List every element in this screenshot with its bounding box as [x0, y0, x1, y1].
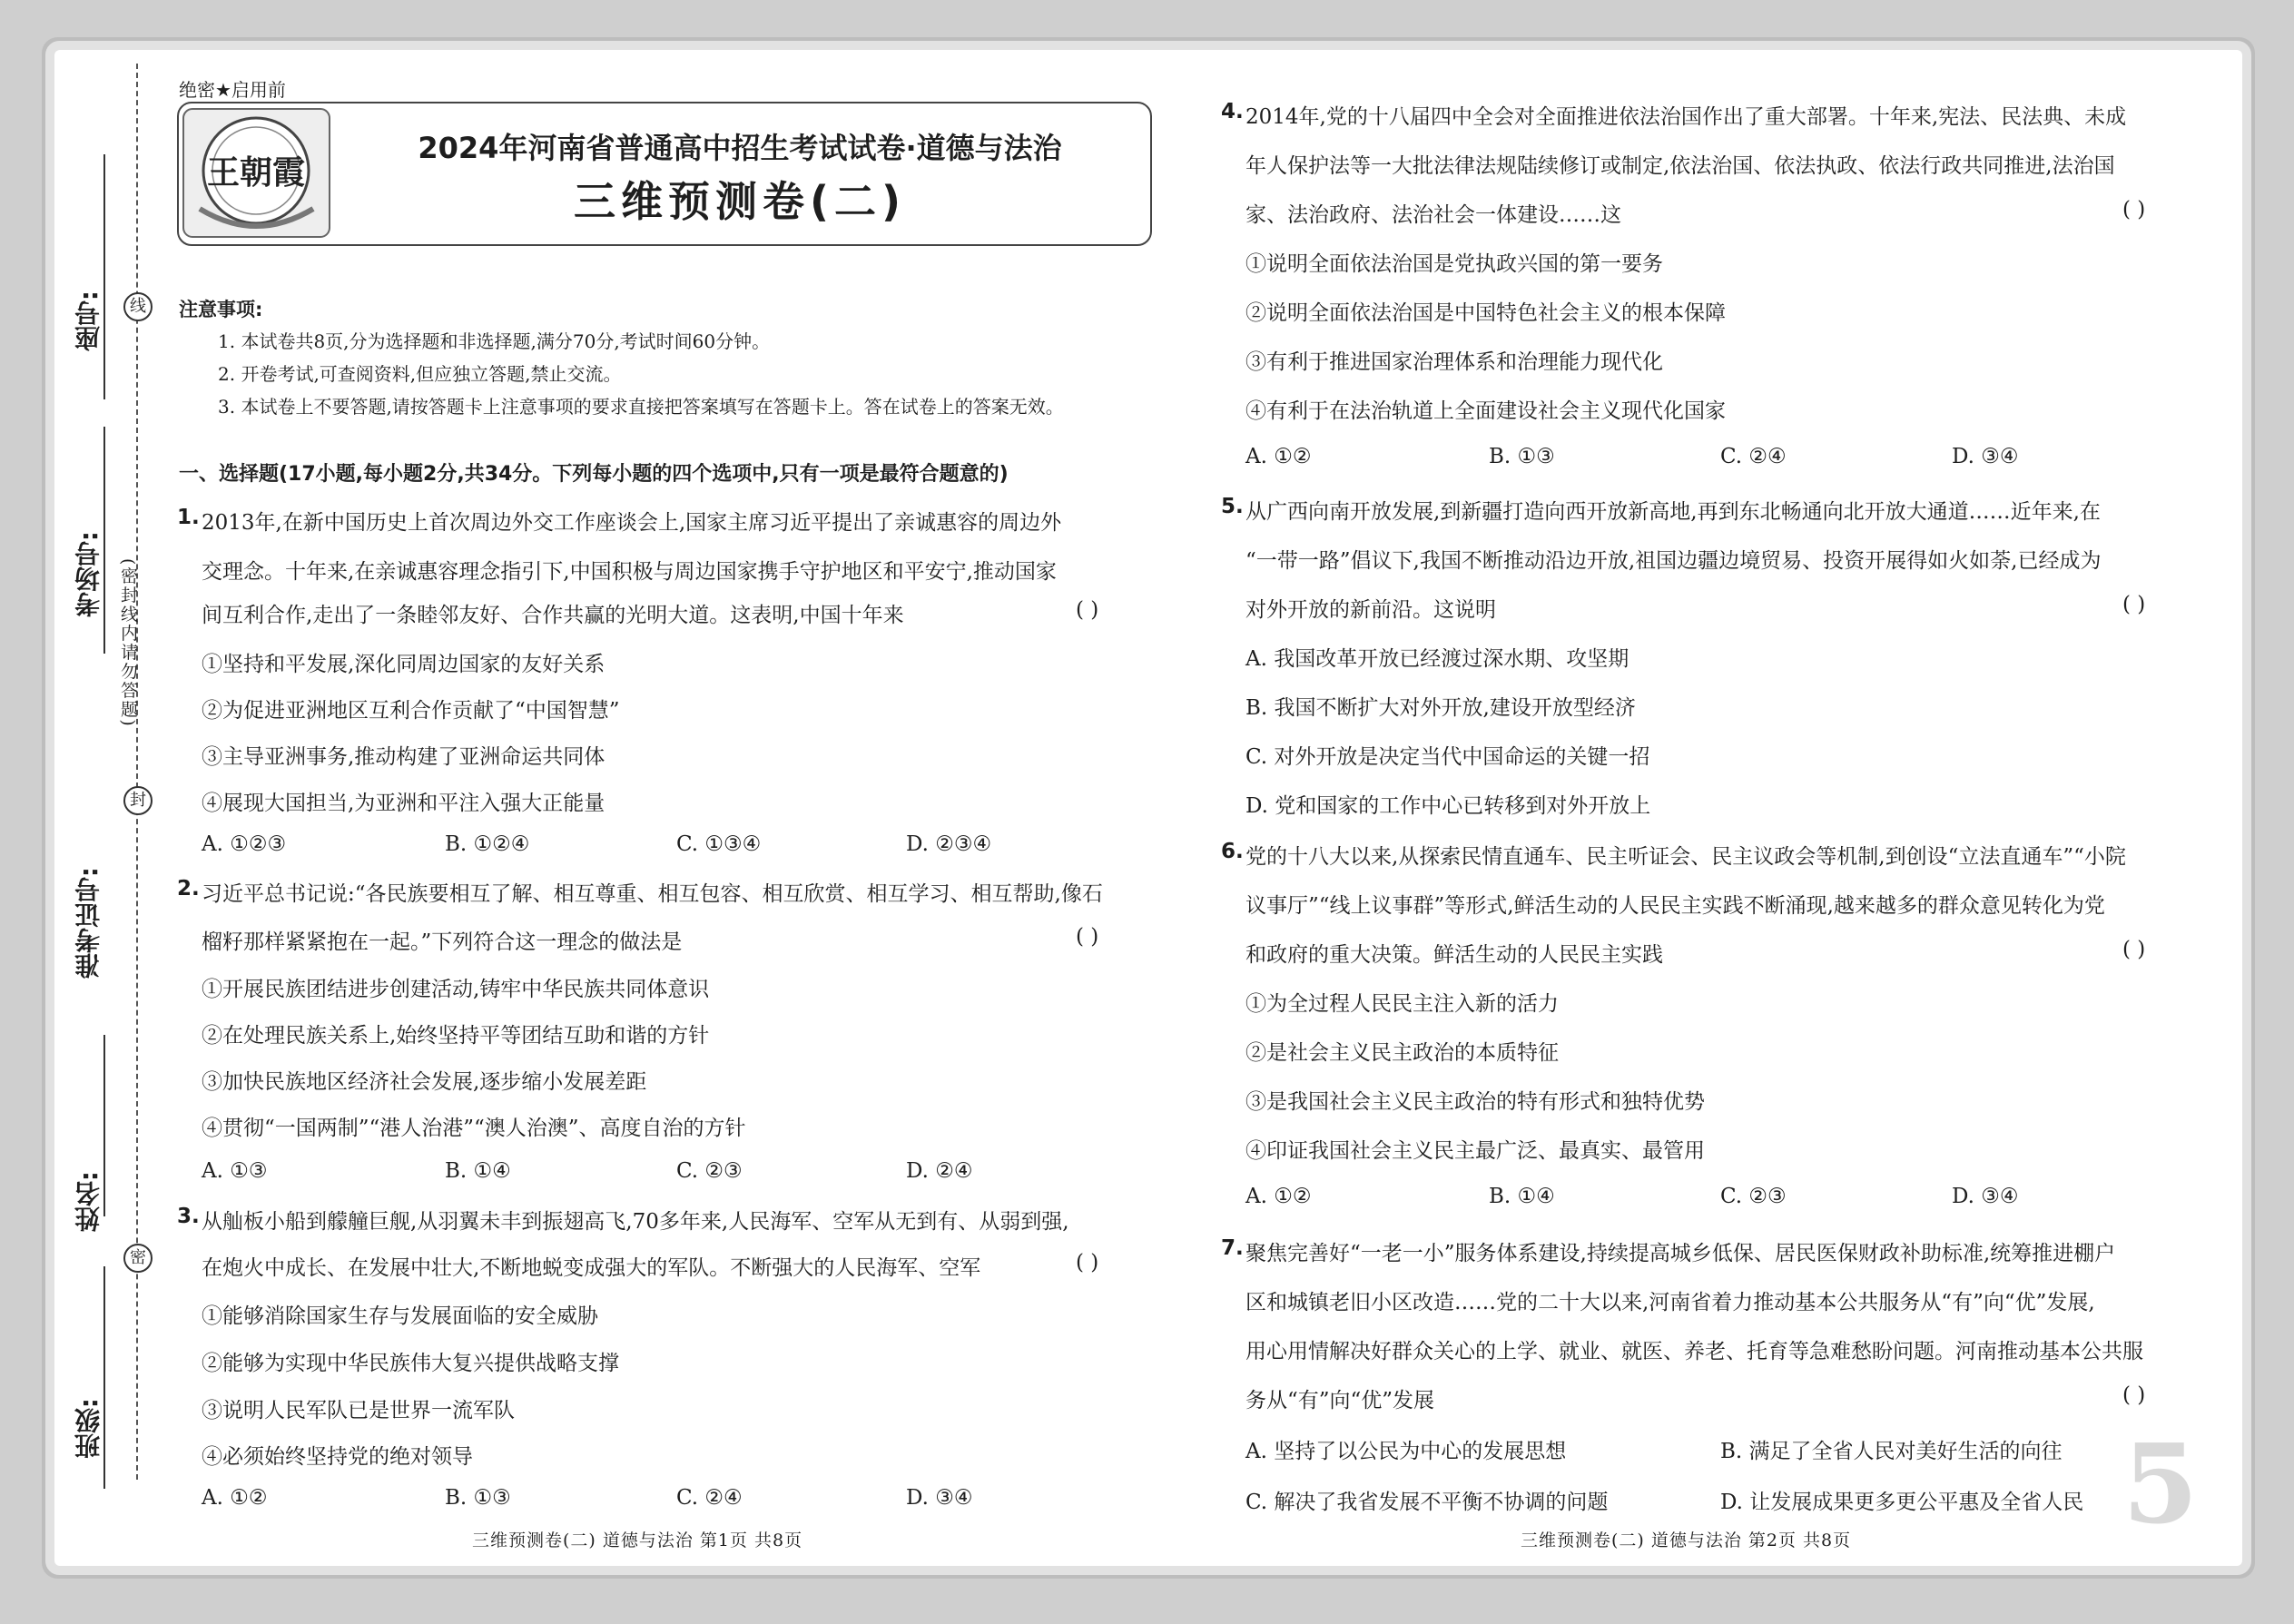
field-class: 班级:	[74, 1398, 103, 1460]
q6-option: ③是我国社会主义民主政治的特有形式和独特优势	[1245, 1090, 1705, 1114]
q4-answer-paren[interactable]: ( )	[2122, 198, 2146, 221]
field-exam-room-underline[interactable]	[103, 427, 105, 654]
q2-line: 榴籽那样紧紧抱在一起。”下列符合这一理念的做法是	[202, 930, 683, 954]
exam-title: 2024年河南省普通高中招生考试试卷·道德与法治	[418, 131, 1062, 165]
binding-note: (密封线内请勿答题)	[118, 558, 138, 728]
field-exam-room: 考场号:	[74, 531, 103, 618]
q7-choice-b[interactable]: B. 满足了全省人民对美好生活的向往	[1720, 1440, 2063, 1463]
footer-right: 三维预测卷(二) 道德与法治 第2页 共8页	[1521, 1530, 1852, 1550]
q1-option: ②为促进亚洲地区互利合作贡献了“中国智慧”	[202, 699, 620, 723]
q3-option: ①能够消除国家生存与发展面临的安全威胁	[202, 1304, 598, 1328]
q1-answer-paren[interactable]: ( )	[1076, 598, 1099, 622]
q4-option: ②说明全面依法治国是中国特色社会主义的根本保障	[1245, 301, 1726, 325]
q7-line: 用心用情解决好群众关心的上学、就业、就医、养老、托育等急难愁盼问题。河南推动基本公共服	[1245, 1340, 2143, 1363]
q2-option: ④贯彻“一国两制”“港人治港”“澳人治澳”、高度自治的方针	[202, 1117, 746, 1140]
q4-number: 4.	[1221, 100, 1244, 123]
q4-line: 2014年,党的十八届四中全会对全面推进依法治国作出了重大部署。十年来,宪法、民法典、未成	[1245, 105, 2127, 129]
footer-left: 三维预测卷(二) 道德与法治 第1页 共8页	[472, 1530, 803, 1550]
q1-option: ③主导亚洲事务,推动构建了亚洲命运共同体	[202, 745, 605, 769]
q4-option: ①说明全面依法治国是党执政兴国的第一要务	[1245, 252, 1663, 276]
q5-line: 对外开放的新前沿。这说明	[1245, 598, 1496, 622]
q1-choice-c[interactable]: C. ①③④	[676, 832, 762, 856]
q5-answer-paren[interactable]: ( )	[2122, 593, 2146, 616]
q4-choice-d[interactable]: D. ③④	[1952, 445, 2019, 468]
q5-line: 从广西向南开放发展,到新疆打造向西开放新高地,再到东北畅通向北开放大通道……近年来,在	[1245, 500, 2101, 524]
q6-option: ④印证我国社会主义民主最广泛、最真实、最管用	[1245, 1139, 1705, 1163]
notes-title: 注意事项:	[179, 299, 263, 320]
q7-choice-d[interactable]: D. 让发展成果更多更公平惠及全省人民	[1720, 1491, 2084, 1514]
q5-choice-b[interactable]: B. 我国不断扩大对外开放,建设开放型经济	[1245, 696, 1636, 720]
q7-number: 7.	[1221, 1236, 1244, 1260]
q6-option: ①为全过程人民民主注入新的活力	[1245, 992, 1559, 1016]
q5-choice-a[interactable]: A. 我国改革开放已经渡过深水期、攻坚期	[1245, 647, 1629, 671]
q2-option: ③加快民族地区经济社会发展,逐步缩小发展差距	[202, 1070, 647, 1094]
q2-line: 习近平总书记说:“各民族要相互了解、相互尊重、相互包容、相互欣赏、相互学习、相互帮助,像石	[202, 882, 1103, 906]
q5-choice-c[interactable]: C. 对外开放是决定当代中国命运的关键一招	[1245, 745, 1650, 769]
q1-choice-d[interactable]: D. ②③④	[906, 832, 992, 856]
q3-number: 3.	[177, 1205, 200, 1228]
q2-number: 2.	[177, 877, 200, 901]
field-seat-number: 座号:	[74, 290, 103, 352]
q7-line: 务从“有”向“优”发展	[1245, 1389, 1435, 1412]
q1-choice-b[interactable]: B. ①②④	[445, 832, 530, 856]
q6-choice-c[interactable]: C. ②③	[1720, 1185, 1787, 1208]
q6-choice-b[interactable]: B. ①④	[1489, 1185, 1555, 1208]
q7-answer-paren[interactable]: ( )	[2122, 1383, 2146, 1407]
q4-line: 家、法治政府、法治社会一体建设……这	[1245, 203, 1621, 227]
q4-choice-b[interactable]: B. ①③	[1489, 445, 1555, 468]
q7-choice-c[interactable]: C. 解决了我省发展不平衡不协调的问题	[1245, 1491, 1609, 1514]
q3-option: ④必须始终坚持党的绝对领导	[202, 1445, 473, 1469]
q3-answer-paren[interactable]: ( )	[1076, 1251, 1099, 1275]
q2-choice-a[interactable]: A. ①③	[202, 1159, 268, 1183]
field-class-underline[interactable]	[103, 1362, 105, 1489]
q1-option: ④展现大国担当,为亚洲和平注入强大正能量	[202, 792, 605, 815]
q5-line: “一带一路”倡议下,我国不断推动沿边开放,祖国边疆边境贸易、投资开展得如火如荼,已经成为	[1245, 549, 2102, 573]
q2-option: ①开展民族团结进步创建活动,铸牢中华民族共同体意识	[202, 978, 710, 1001]
q7-line: 区和城镇老旧小区改造……党的二十大以来,河南省着力推动基本公共服务从“有”向“优”发展,	[1245, 1291, 2095, 1314]
q3-option: ②能够为实现中华民族伟大复兴提供战略支撑	[202, 1352, 619, 1375]
q1-option: ①坚持和平发展,深化同周边国家的友好关系	[202, 653, 605, 676]
q6-line: 议事厅”“线上议事群”等形式,鲜活生动的人民民主实践不断涌现,越来越多的群众意见转化为党	[1245, 894, 2105, 918]
notes-item-1: 1. 本试卷共8页,分为选择题和非选择题,满分70分,考试时间60分钟。	[218, 330, 771, 352]
q7-line: 聚焦完善好“一老一小”服务体系建设,持续提高城乡低保、居民医保财政补助标准,统筹推进棚户	[1245, 1242, 2116, 1265]
q2-choice-b[interactable]: B. ①④	[445, 1159, 511, 1183]
q5-number: 5.	[1221, 495, 1244, 518]
q3-choice-c[interactable]: C. ②④	[676, 1486, 743, 1510]
q3-choice-a[interactable]: A. ①②	[202, 1486, 268, 1510]
section-heading: 一、选择题(17小题,每小题2分,共34分。下列每小题的四个选项中,只有一项是最符合题意的)	[179, 463, 1009, 486]
binding-mark-secret: 密	[123, 1244, 153, 1273]
q1-line: 间互利合作,走出了一条睦邻友好、合作共赢的光明大道。这表明,中国十年来	[202, 604, 904, 627]
field-admission-number: 准考证号:	[74, 867, 103, 979]
page-number-watermark: 5	[2122, 1421, 2199, 1549]
field-name: 姓名:	[74, 1171, 103, 1233]
q1-line: 2013年,在新中国历史上首次周边外交工作座谈会上,国家主席习近平提出了亲诚惠容的周边外	[202, 511, 1062, 535]
q2-choice-c[interactable]: C. ②③	[676, 1159, 743, 1183]
q3-option: ③说明人民军队已是世界一流军队	[202, 1399, 515, 1422]
q4-option: ③有利于推进国家治理体系和治理能力现代化	[1245, 350, 1663, 374]
q7-choice-a[interactable]: A. 坚持了以公民为中心的发展思想	[1245, 1440, 1567, 1463]
q6-option: ②是社会主义民主政治的本质特征	[1245, 1041, 1559, 1065]
q1-number: 1.	[177, 506, 200, 529]
logo-text: 王朝霞	[206, 153, 306, 192]
publisher-logo	[182, 107, 331, 239]
q2-answer-paren[interactable]: ( )	[1076, 925, 1099, 949]
q3-line: 从舢板小船到艨艟巨舰,从羽翼未丰到振翅高飞,70多年来,人民海军、空军从无到有、从弱到强,	[202, 1210, 1069, 1234]
q1-choice-a[interactable]: A. ①②③	[202, 832, 287, 856]
q6-answer-paren[interactable]: ( )	[2122, 938, 2146, 961]
q4-line: 年人保护法等一大批法律法规陆续修订或制定,依法治国、依法执政、依法行政共同推进,法治国	[1245, 154, 2115, 178]
q4-choice-c[interactable]: C. ②④	[1720, 445, 1787, 468]
q6-number: 6.	[1221, 840, 1244, 863]
binding-mark-line: 线	[123, 292, 153, 321]
notes-item-2: 2. 开卷考试,可查阅资料,但应独立答题,禁止交流。	[218, 363, 622, 385]
q6-choice-a[interactable]: A. ①②	[1245, 1185, 1312, 1208]
q1-line: 交理念。十年来,在亲诚惠容理念指引下,中国积极与周边国家携手守护地区和平安宁,推动国家	[202, 560, 1057, 584]
q6-line: 党的十八大以来,从探索民情直通车、民主听证会、民主议政会等机制,到创设“立法直通车”“小院	[1245, 845, 2126, 869]
q3-choice-d[interactable]: D. ③④	[906, 1486, 973, 1510]
notes-item-3: 3. 本试卷上不要答题,请按答题卡上注意事项的要求直接把答案填写在答题卡上。答在试卷上的答案无效。	[218, 396, 1064, 418]
q6-line: 和政府的重大决策。鲜活生动的人民民主实践	[1245, 943, 1663, 967]
secret-label: 绝密★启用前	[179, 79, 286, 101]
q4-choice-a[interactable]: A. ①②	[1245, 445, 1312, 468]
q6-choice-d[interactable]: D. ③④	[1952, 1185, 2019, 1208]
exam-subtitle: 三维预测卷(二)	[573, 177, 907, 226]
q3-line: 在炮火中成长、在发展中壮大,不断地蜕变成强大的军队。不断强大的人民海军、空军	[202, 1256, 981, 1280]
q5-choice-d[interactable]: D. 党和国家的工作中心已转移到对外开放上	[1245, 794, 1651, 818]
q4-option: ④有利于在法治轨道上全面建设社会主义现代化国家	[1245, 399, 1726, 423]
q2-choice-d[interactable]: D. ②④	[906, 1159, 973, 1183]
field-seat-underline[interactable]	[103, 154, 105, 399]
binding-mark-seal: 封	[123, 786, 153, 815]
q3-choice-b[interactable]: B. ①③	[445, 1486, 511, 1510]
q2-option: ②在处理民族关系上,始终坚持平等团结互助和谐的方针	[202, 1024, 710, 1048]
